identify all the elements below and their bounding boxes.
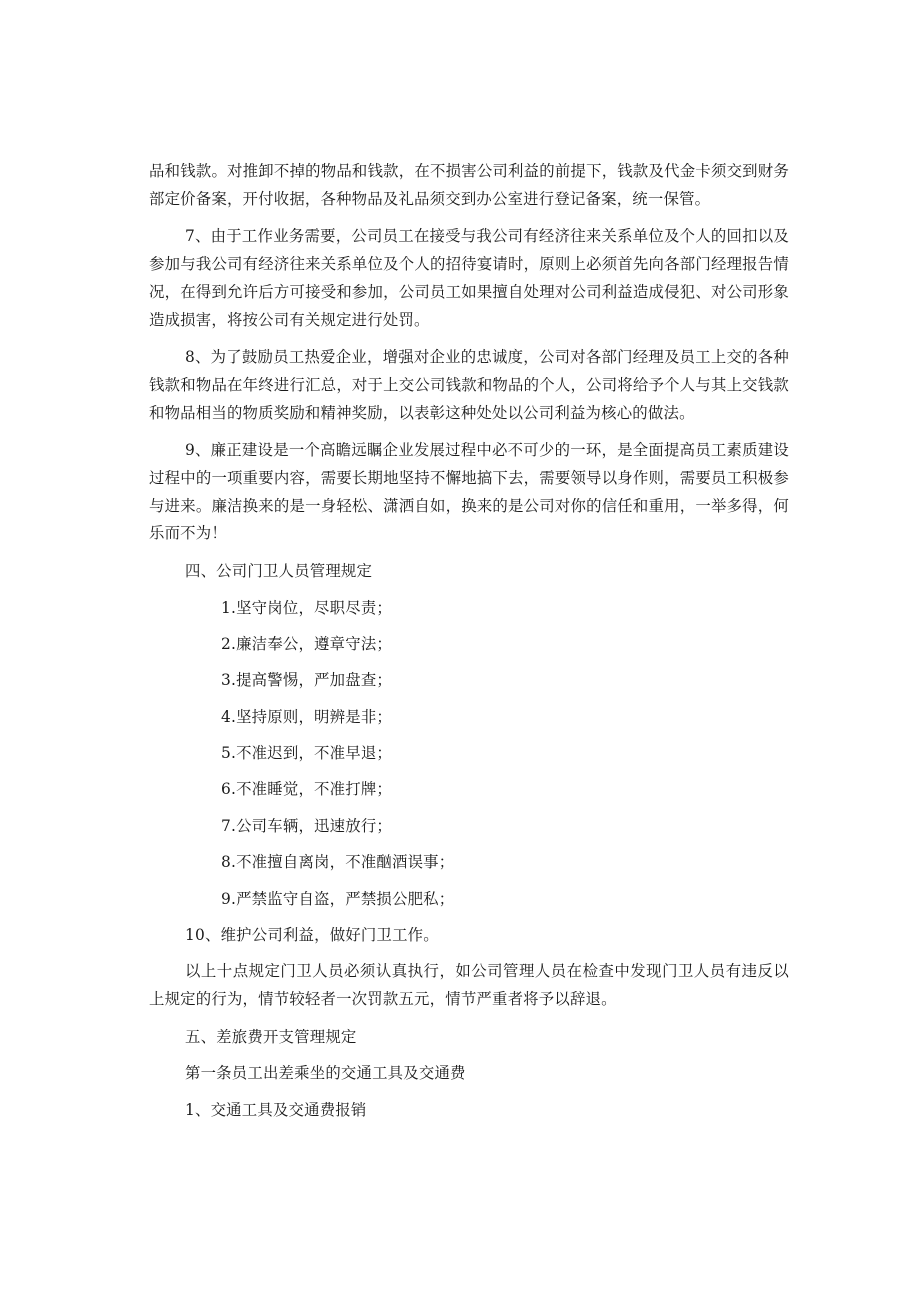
rule-text: .公司车辆，迅速放行； — [231, 816, 392, 835]
rule-text: .提高警惕，严加盘查； — [231, 671, 392, 690]
paragraph-item-8: 8、为了鼓励员工热爱企业，增强对企业的忠诚度，公司对各部门经理及员工上交的各种钱款和物品在年终进行汇总，对于上交公司钱款和物品的个人，公司将给予个人与其上交钱款和物品相当的物质奖励和精神奖励，以表彰这种处处以公司利益为核心的做法。 — [149, 348, 789, 422]
rule-text: .坚持原则，明辨是非； — [231, 707, 392, 726]
section-5-heading: 五、差旅费开支管理规定 — [185, 1027, 357, 1046]
paragraph-continuation: 品和钱款。对推卸不掉的物品和钱款，在不损害公司利益的前提下，钱款及代金卡须交到财务部定价备案，开付收据，各种物品及礼品须交到办公室进行登记备案，统一保管。 — [149, 162, 789, 208]
rule-number: 2 — [221, 634, 231, 653]
rule-item-7 — [149, 813, 789, 841]
rule-text: .不准睡觉，不准打牌； — [231, 780, 392, 799]
section-4-heading: 四、公司门卫人员管理规定 — [185, 562, 373, 581]
rule-item-8 — [149, 849, 789, 877]
document-page — [149, 158, 789, 1133]
paragraph-summary: 以上十点规定门卫人员必须认真执行，如公司管理人员在检查中发现门卫人员有违反以上规定的行为，情节较轻者一次罚款五元，情节严重者将予以辞退。 — [149, 962, 789, 1009]
rule-number: 9 — [221, 889, 231, 908]
paragraph-item-7: 7、由于工作业务需要，公司员工在接受与我公司有经济往来关系单位及个人的回扣以及参加与我公司有经济往来关系单位及个人的招待宴请时，原则上必须首先向各部门经理报告情况，在得到允许后方可接受和参加，公司员工如果擅自处理对公司利益造成侵犯、对公司形象造成损害，将按公司有关规定进行处罚。 — [149, 227, 789, 329]
rule-number: 6 — [221, 780, 231, 799]
rule-number: 8 — [221, 853, 231, 872]
rule-item-1 — [149, 595, 789, 623]
rule-text: .严禁监守自盗，严禁损公肥私； — [231, 889, 455, 908]
rule-text: .廉洁奉公，遵章守法； — [231, 634, 392, 653]
subsection-1-heading: 1、交通工具及交通费报销 — [185, 1100, 367, 1119]
rule-number: 3 — [221, 671, 231, 690]
rule-item-9 — [149, 886, 789, 914]
rule-item-6 — [149, 776, 789, 804]
rule-item-4 — [149, 704, 789, 732]
rule-text: .坚守岗位，尽职尽责； — [231, 598, 392, 617]
rule-text: .不准擅自离岗，不准酗酒误事； — [231, 853, 455, 872]
paragraph-item-9: 9、廉正建设是一个高瞻远瞩企业发展过程中必不可少的一环，是全面提高员工素质建设过程中的一项重要内容，需要长期地坚持不懈地搞下去，需要领导以身作则，需要员工积极参与进来。廉洁换来的是一身轻松、潇洒自如，换来的是公司对你的信任和重用，一举多得，何乐而不为！ — [149, 441, 789, 543]
rule-item-5 — [149, 740, 789, 768]
rule-number: 5 — [221, 744, 231, 763]
rule-number: 7 — [221, 816, 231, 835]
rule-item-3 — [149, 667, 789, 695]
rule-number: 1 — [221, 598, 231, 617]
rule-number: 4 — [221, 707, 231, 726]
rule-item-10: 10、维护公司利益，做好门卫工作。 — [185, 926, 439, 945]
rule-text: .不准迟到，不准早退； — [231, 744, 392, 763]
rule-item-2 — [149, 631, 789, 659]
article-1-heading: 第一条员工出差乘坐的交通工具及交通费 — [185, 1064, 466, 1083]
